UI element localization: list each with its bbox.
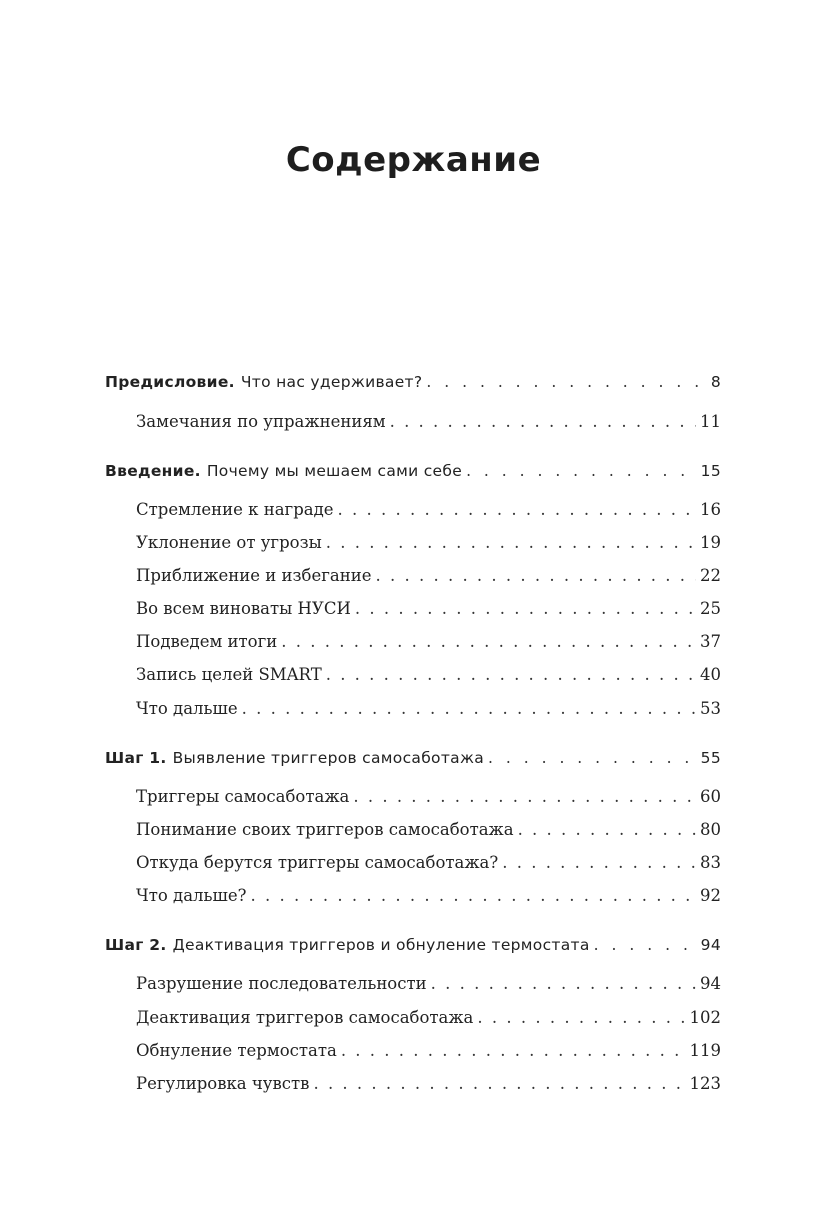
entry-title: Замечания по упражнениям [136, 412, 386, 431]
entry-title: Почему мы мешаем сами себе [206, 462, 463, 480]
page-number: 92 [700, 886, 721, 905]
toc-section-entry [105, 373, 721, 391]
dot-leader [353, 787, 696, 806]
page-number: 11 [700, 412, 721, 431]
toc-subentry [136, 853, 721, 872]
section-label: Введение. [105, 462, 201, 480]
entry-title: Подведем итоги [136, 632, 278, 651]
page-number: 119 [689, 1041, 721, 1060]
dot-leader [338, 500, 696, 519]
page-number: 94 [700, 936, 721, 954]
page-number: 83 [700, 853, 721, 872]
toc-subentry [136, 566, 721, 585]
toc-subentry [136, 1074, 721, 1093]
page-number: 80 [700, 820, 721, 839]
entry-title: Выявление триггеров самосаботажа [172, 749, 485, 767]
dot-leader [518, 820, 696, 839]
toc-subentry [136, 886, 721, 905]
page-number: 40 [700, 665, 721, 684]
entry-title: Во всем виноваты НУСИ [136, 599, 351, 618]
page-number: 94 [700, 974, 721, 993]
entry-title: Понимание своих триггеров самосаботажа [136, 820, 514, 839]
toc-subentry [136, 599, 721, 618]
dot-leader [355, 599, 696, 618]
toc-subentry [136, 665, 721, 684]
entry-title: Запись целей SMART [136, 665, 322, 684]
toc-subentry [136, 632, 721, 651]
page-number: 8 [710, 373, 721, 391]
dot-leader [431, 974, 696, 993]
toc-subentry [136, 820, 721, 839]
dot-leader [426, 373, 706, 391]
toc-subentry [136, 500, 721, 519]
page-title: Содержание [285, 140, 542, 180]
dot-leader [242, 699, 696, 718]
entry-title: Приближение и избегание [136, 566, 372, 585]
dot-leader [390, 412, 696, 431]
toc-subentry [136, 787, 721, 806]
entry-title: Что дальше [136, 699, 238, 718]
dot-leader [502, 853, 696, 872]
page-number: 37 [700, 632, 721, 651]
toc-subentry [136, 974, 721, 993]
page-number: 19 [700, 533, 721, 552]
dot-leader [313, 1074, 685, 1093]
toc-section-entry [105, 462, 721, 480]
page-number: 102 [689, 1008, 721, 1027]
section-label: Шаг 2. [105, 936, 167, 954]
page-number: 55 [700, 749, 721, 767]
toc-subentry [136, 1008, 721, 1027]
dot-leader [376, 566, 697, 585]
toc-section-entry [105, 936, 721, 954]
entry-title: Деактивация триггеров самосаботажа [136, 1008, 474, 1027]
entry-title: Стремление к награде [136, 500, 334, 519]
page-number: 123 [689, 1074, 721, 1093]
section-label: Шаг 1. [105, 749, 167, 767]
entry-title: Уклонение от угрозы [136, 533, 322, 552]
entry-title: Что нас удерживает? [240, 373, 423, 391]
page-number: 15 [700, 462, 721, 480]
entry-title: Деактивация триггеров и обнуление термостата [172, 936, 590, 954]
dot-leader [466, 462, 697, 480]
page-number: 22 [700, 566, 721, 585]
toc-subentry [136, 412, 721, 431]
entry-title: Обнуление термостата [136, 1041, 337, 1060]
toc-section-entry [105, 749, 721, 767]
entry-title: Триггеры самосаботажа [136, 787, 350, 806]
entry-title: Разрушение последовательности [136, 974, 427, 993]
dot-leader [250, 886, 696, 905]
dot-leader [477, 1008, 685, 1027]
toc-subentry [136, 1041, 721, 1060]
page-number: 25 [700, 599, 721, 618]
dot-leader [326, 665, 696, 684]
dot-leader [594, 936, 697, 954]
page-number: 60 [700, 787, 721, 806]
entry-title: Регулировка чувств [136, 1074, 310, 1093]
dot-leader [488, 749, 697, 767]
entry-title: Откуда берутся триггеры самосаботажа? [136, 853, 499, 872]
toc-subentry [136, 533, 721, 552]
dot-leader [326, 533, 696, 552]
toc-subentry [136, 699, 721, 718]
section-label: Предисловие. [105, 373, 235, 391]
page-number: 53 [700, 699, 721, 718]
page-number: 16 [700, 500, 721, 519]
dot-leader [281, 632, 696, 651]
entry-title: Что дальше? [136, 886, 247, 905]
dot-leader [341, 1041, 686, 1060]
